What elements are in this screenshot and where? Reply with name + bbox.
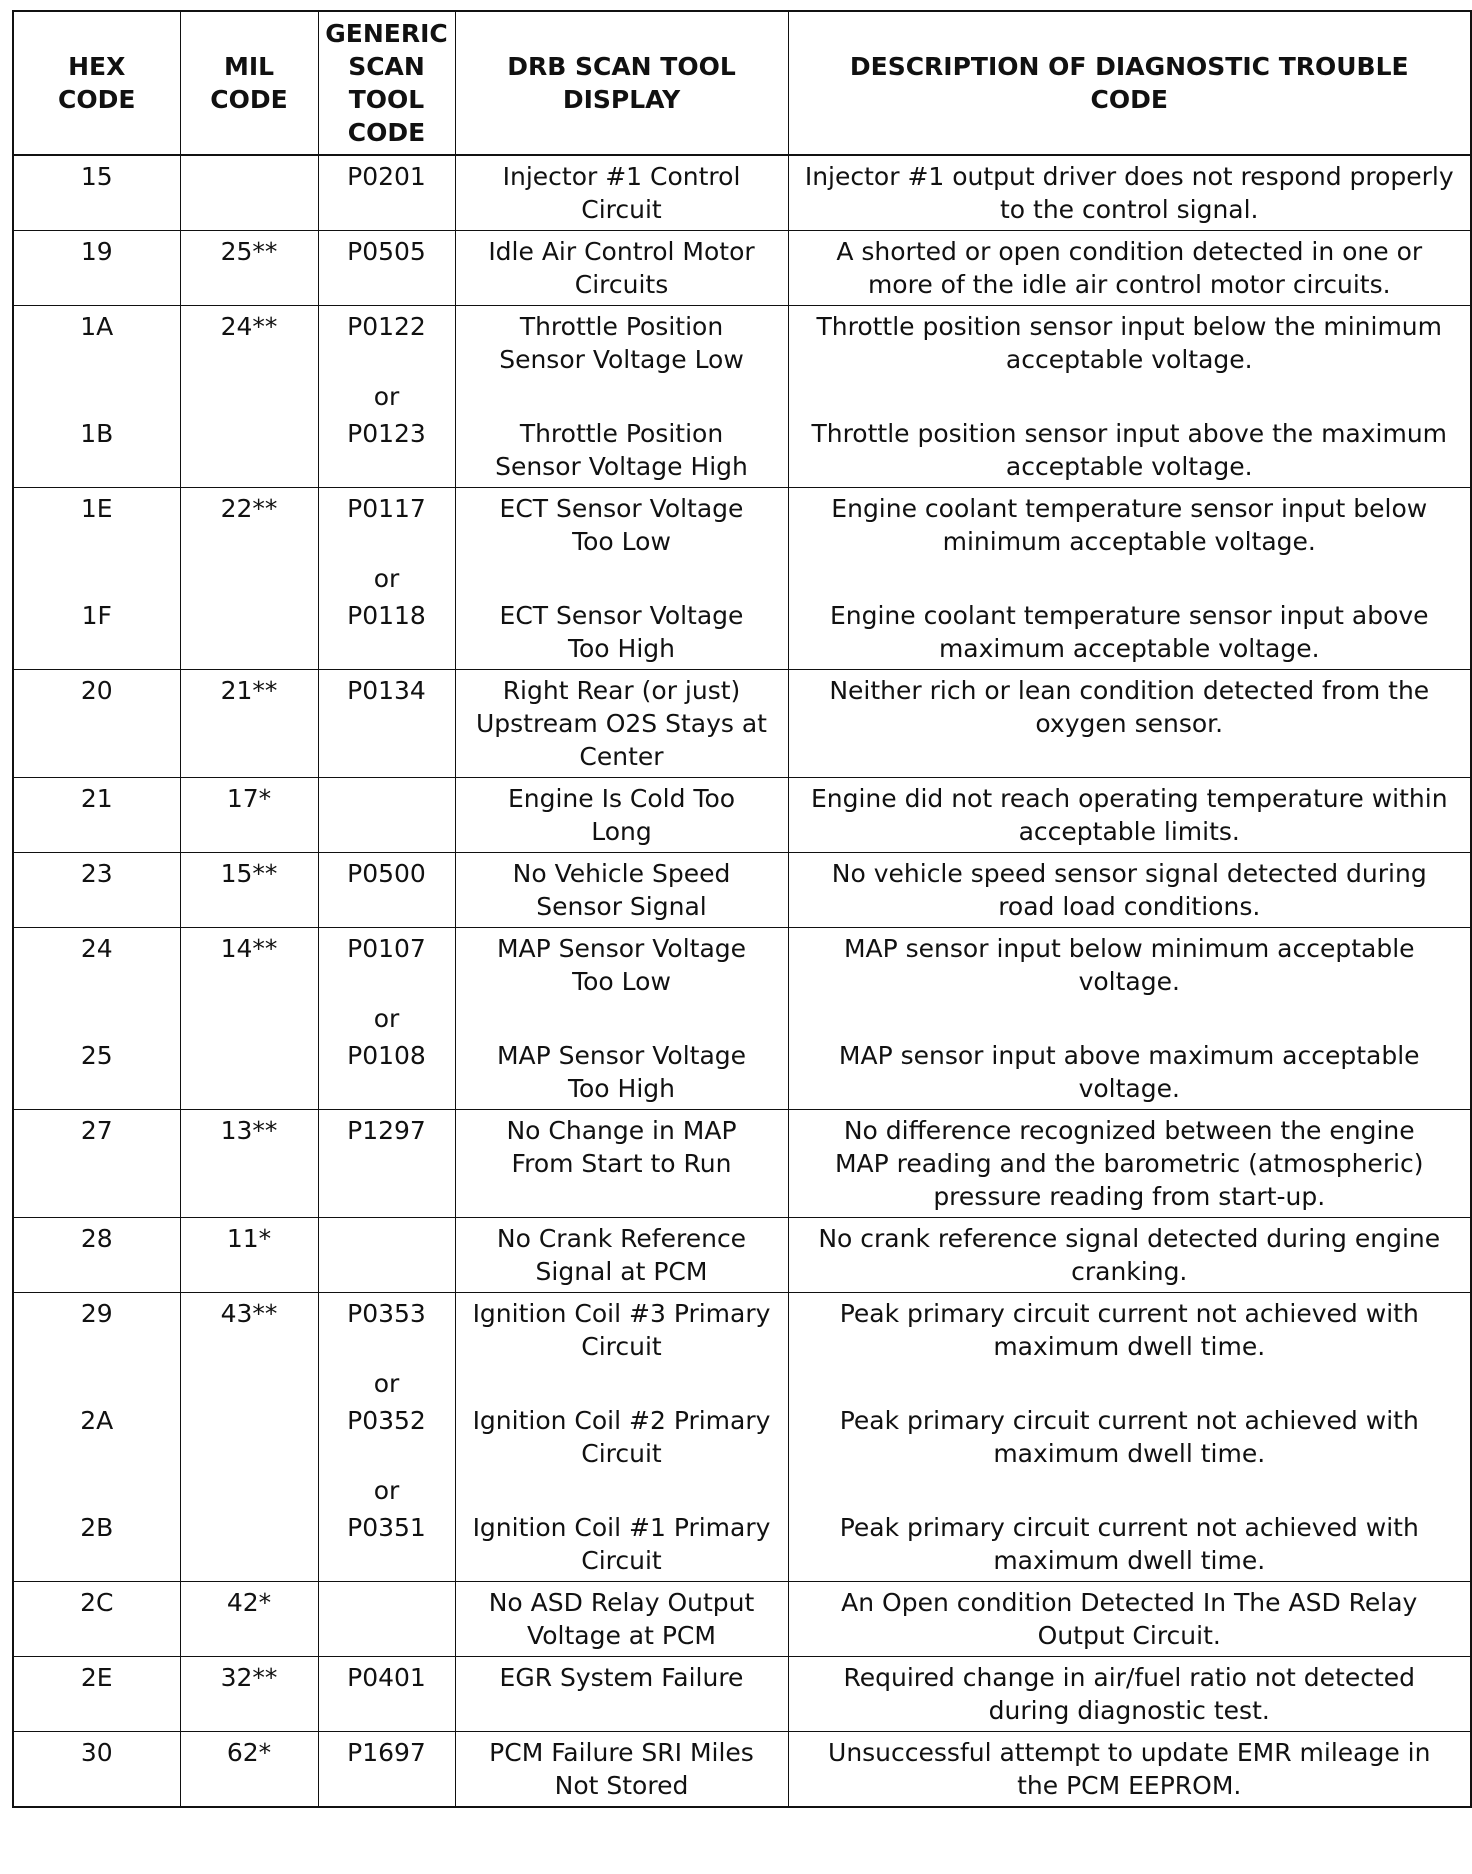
- table-row: [13, 1404, 1471, 1470]
- drb-display-cell: [455, 1039, 788, 1110]
- description-cell-line: road load conditions.: [998, 892, 1261, 921]
- drb-display-cell: [455, 1657, 788, 1732]
- description-cell-line: minimum acceptable voltage.: [942, 527, 1316, 556]
- or-separator-row: [13, 1470, 1471, 1511]
- or-label: or: [318, 998, 455, 1039]
- drb-display-cell: [455, 778, 788, 853]
- generic-code-cell: P0351: [318, 1511, 455, 1582]
- drb-display-cell-line: No Change in MAP: [506, 1116, 737, 1145]
- drb-display-cell: [455, 853, 788, 928]
- drb-display-cell: [455, 1732, 788, 1808]
- mil-code-cell: 62*: [180, 1732, 318, 1808]
- mil-code-cell: 42*: [180, 1582, 318, 1657]
- description-cell-line: Injector #1 output driver does not respond properly: [804, 162, 1454, 191]
- table-row: [13, 1293, 1471, 1364]
- hex-code-cell: 1A: [13, 306, 180, 377]
- mil-code-cell: 17*: [180, 778, 318, 853]
- or-separator-row: [13, 1363, 1471, 1404]
- description-cell-line: to the control signal.: [999, 195, 1259, 224]
- empty-cell: [13, 376, 180, 417]
- dtc-document: [12, 10, 1470, 1808]
- description-cell-line: No crank reference signal detected during engine: [818, 1224, 1441, 1253]
- empty-cell: [455, 1470, 788, 1511]
- mil-code-cell: 25**: [180, 231, 318, 306]
- mil-code-cell: 32**: [180, 1657, 318, 1732]
- description-cell-line: during diagnostic test.: [988, 1696, 1270, 1725]
- or-label: or: [318, 558, 455, 599]
- description-cell-line: Peak primary circuit current not achieved with: [839, 1406, 1419, 1435]
- drb-display-cell: [455, 670, 788, 778]
- mil-code-cell: [180, 1511, 318, 1582]
- drb-display-cell-line: Voltage at PCM: [527, 1621, 716, 1650]
- empty-cell: [13, 1470, 180, 1511]
- drb-display-cell-line: Circuit: [581, 1332, 662, 1361]
- drb-display-cell-line: Circuit: [581, 1439, 662, 1468]
- generic-code-cell: [318, 778, 455, 853]
- empty-cell: [13, 998, 180, 1039]
- empty-cell: [180, 1470, 318, 1511]
- or-separator-row: [13, 998, 1471, 1039]
- description-cell: [788, 599, 1471, 670]
- drb-display-cell-line: Injector #1 Control: [502, 162, 741, 191]
- table-row: [13, 599, 1471, 670]
- drb-display-cell-line: ECT Sensor Voltage: [499, 494, 744, 523]
- empty-cell: [13, 558, 180, 599]
- drb-display-cell-line: EGR System Failure: [499, 1663, 744, 1692]
- generic-code-cell: P1297: [318, 1110, 455, 1218]
- drb-display-cell-line: Circuit: [581, 1546, 662, 1575]
- empty-cell: [455, 1363, 788, 1404]
- or-label: or: [318, 376, 455, 417]
- description-cell-line: An Open condition Detected In The ASD Relay: [841, 1588, 1418, 1617]
- description-cell-line: more of the idle air control motor circuits.: [867, 270, 1391, 299]
- drb-display-cell-line: ECT Sensor Voltage: [499, 601, 744, 630]
- description-cell: [788, 1657, 1471, 1732]
- description-cell-line: Peak primary circuit current not achieved with: [839, 1299, 1419, 1328]
- drb-display-cell-line: Too Low: [572, 967, 671, 996]
- generic-code-cell: P0134: [318, 670, 455, 778]
- description-cell-line: the PCM EEPROM.: [1017, 1771, 1242, 1800]
- hex-code-cell: 19: [13, 231, 180, 306]
- generic-code-cell: P0117: [318, 488, 455, 559]
- drb-display-cell-line: Sensor Signal: [536, 892, 707, 921]
- description-cell: [788, 155, 1471, 231]
- drb-display-cell: [455, 599, 788, 670]
- generic-code-cell: P0401: [318, 1657, 455, 1732]
- generic-code-cell: P0353: [318, 1293, 455, 1364]
- drb-display-cell-line: No Vehicle Speed: [512, 859, 731, 888]
- drb-display-cell: [455, 231, 788, 306]
- drb-display-cell: [455, 928, 788, 999]
- hex-code-cell: 30: [13, 1732, 180, 1808]
- drb-display-cell-line: From Start to Run: [511, 1149, 732, 1178]
- empty-cell: [180, 998, 318, 1039]
- description-cell-line: oxygen sensor.: [1035, 709, 1224, 738]
- description-cell-line: A shorted or open condition detected in one or: [836, 237, 1423, 266]
- description-cell-line: acceptable voltage.: [1005, 345, 1253, 374]
- drb-display-cell-line: Ignition Coil #3 Primary: [472, 1299, 771, 1328]
- description-cell-line: Neither rich or lean condition detected from the: [829, 676, 1430, 705]
- description-cell: [788, 1582, 1471, 1657]
- header-row: [13, 11, 1471, 155]
- description-cell-line: Peak primary circuit current not achieved with: [839, 1513, 1419, 1542]
- drb-display-cell-line: PCM Failure SRI Miles: [489, 1738, 754, 1767]
- description-cell: [788, 488, 1471, 559]
- or-label: or: [318, 1470, 455, 1511]
- table-row: [13, 1511, 1471, 1582]
- drb-display-cell-line: Throttle Position: [519, 312, 724, 341]
- empty-cell: [788, 998, 1471, 1039]
- description-cell-line: voltage.: [1078, 967, 1180, 996]
- generic-code-cell: P0107: [318, 928, 455, 999]
- drb-display-cell: [455, 488, 788, 559]
- generic-code-cell: P0122: [318, 306, 455, 377]
- description-cell: [788, 778, 1471, 853]
- description-cell-line: MAP reading and the barometric (atmospheric): [834, 1149, 1424, 1178]
- description-cell: [788, 853, 1471, 928]
- generic-code-cell: P1697: [318, 1732, 455, 1808]
- drb-display-cell-line: No ASD Relay Output: [488, 1588, 755, 1617]
- mil-code-cell: 24**: [180, 306, 318, 377]
- drb-display-cell-line: Not Stored: [554, 1771, 689, 1800]
- table-row: [13, 488, 1471, 559]
- description-cell-line: maximum dwell time.: [993, 1332, 1266, 1361]
- empty-cell: [788, 1470, 1471, 1511]
- header-hex-code: HEX CODE: [13, 11, 180, 155]
- description-cell-line: MAP sensor input below minimum acceptable: [843, 934, 1415, 963]
- table-row: [13, 670, 1471, 778]
- hex-code-cell: 27: [13, 1110, 180, 1218]
- drb-display-cell-line: Throttle Position: [519, 419, 724, 448]
- mil-code-cell: [180, 1039, 318, 1110]
- description-cell-line: Required change in air/fuel ratio not detected: [843, 1663, 1415, 1692]
- hex-code-cell: 25: [13, 1039, 180, 1110]
- description-cell: [788, 1732, 1471, 1808]
- description-cell-line: Output Circuit.: [1037, 1621, 1221, 1650]
- empty-cell: [180, 558, 318, 599]
- description-cell-line: Engine coolant temperature sensor input below: [831, 494, 1428, 523]
- drb-display-cell-line: Center: [579, 742, 664, 771]
- drb-display-cell: [455, 306, 788, 377]
- header-mil-code: MIL CODE: [180, 11, 318, 155]
- empty-cell: [455, 558, 788, 599]
- description-cell-line: acceptable limits.: [1018, 817, 1240, 846]
- description-cell-line: maximum acceptable voltage.: [938, 634, 1320, 663]
- drb-display-cell-line: Ignition Coil #1 Primary: [472, 1513, 771, 1542]
- generic-code-cell: [318, 1218, 455, 1293]
- drb-display-cell-line: Sensor Voltage High: [495, 452, 748, 481]
- drb-display-cell: [455, 1404, 788, 1470]
- table-row: [13, 928, 1471, 999]
- description-cell: [788, 1039, 1471, 1110]
- generic-code-cell: P0505: [318, 231, 455, 306]
- description-cell-line: Engine did not reach operating temperature within: [810, 784, 1448, 813]
- empty-cell: [455, 998, 788, 1039]
- hex-code-cell: 2C: [13, 1582, 180, 1657]
- drb-display-cell-line: Right Rear (or just): [502, 676, 741, 705]
- empty-cell: [455, 376, 788, 417]
- description-cell-line: cranking.: [1071, 1257, 1188, 1286]
- hex-code-cell: 20: [13, 670, 180, 778]
- mil-code-cell: 43**: [180, 1293, 318, 1364]
- drb-display-cell: [455, 1582, 788, 1657]
- description-cell: [788, 1218, 1471, 1293]
- description-cell-line: voltage.: [1078, 1074, 1180, 1103]
- mil-code-cell: [180, 155, 318, 231]
- empty-cell: [788, 1363, 1471, 1404]
- hex-code-cell: 15: [13, 155, 180, 231]
- hex-code-cell: 1B: [13, 417, 180, 488]
- description-cell: [788, 670, 1471, 778]
- or-label: or: [318, 1363, 455, 1404]
- table-row: [13, 1582, 1471, 1657]
- drb-display-cell-line: Circuit: [581, 195, 662, 224]
- description-cell: [788, 928, 1471, 999]
- description-cell-line: maximum dwell time.: [993, 1546, 1266, 1575]
- mil-code-cell: 22**: [180, 488, 318, 559]
- table-row: [13, 1039, 1471, 1110]
- empty-cell: [180, 1363, 318, 1404]
- dtc-table: [12, 10, 1472, 1808]
- hex-code-cell: 24: [13, 928, 180, 999]
- drb-display-cell-line: Idle Air Control Motor: [488, 237, 755, 266]
- mil-code-cell: 11*: [180, 1218, 318, 1293]
- drb-display-cell-line: Ignition Coil #2 Primary: [472, 1406, 771, 1435]
- table-row: [13, 1732, 1471, 1808]
- drb-display-cell-line: Long: [591, 817, 652, 846]
- mil-code-cell: [180, 417, 318, 488]
- table-row: [13, 1110, 1471, 1218]
- table-row: [13, 778, 1471, 853]
- drb-display-cell: [455, 1293, 788, 1364]
- hex-code-cell: 28: [13, 1218, 180, 1293]
- hex-code-cell: 21: [13, 778, 180, 853]
- mil-code-cell: 21**: [180, 670, 318, 778]
- table-row: [13, 306, 1471, 377]
- description-cell: [788, 1404, 1471, 1470]
- table-row: [13, 231, 1471, 306]
- description-cell-line: MAP sensor input above maximum acceptable: [838, 1041, 1420, 1070]
- description-cell: [788, 1511, 1471, 1582]
- table-row: [13, 417, 1471, 488]
- description-cell-line: acceptable voltage.: [1005, 452, 1253, 481]
- description-cell-line: No vehicle speed sensor signal detected during: [831, 859, 1427, 888]
- generic-code-cell: P0118: [318, 599, 455, 670]
- header-generic-scan-tool-code: GENERIC SCAN TOOL CODE: [318, 11, 455, 155]
- description-cell-line: No difference recognized between the engine: [843, 1116, 1415, 1145]
- drb-display-cell-line: Too High: [567, 1074, 676, 1103]
- description-cell-line: Unsuccessful attempt to update EMR mileage in: [828, 1738, 1431, 1767]
- drb-display-cell-line: No Crank Reference: [496, 1224, 747, 1253]
- description-cell-line: pressure reading from start-up.: [933, 1182, 1326, 1211]
- table-row: [13, 155, 1471, 231]
- drb-display-cell-line: Upstream O2S Stays at: [475, 709, 767, 738]
- generic-code-cell: P0123: [318, 417, 455, 488]
- empty-cell: [180, 376, 318, 417]
- generic-code-cell: P0201: [318, 155, 455, 231]
- or-separator-row: [13, 558, 1471, 599]
- drb-display-cell-line: Too Low: [572, 527, 671, 556]
- generic-code-cell: P0500: [318, 853, 455, 928]
- description-cell-line: maximum dwell time.: [993, 1439, 1266, 1468]
- drb-display-cell-line: MAP Sensor Voltage: [496, 1041, 747, 1070]
- drb-display-cell-line: Sensor Voltage Low: [499, 345, 744, 374]
- mil-code-cell: 13**: [180, 1110, 318, 1218]
- or-separator-row: [13, 376, 1471, 417]
- description-cell-line: Throttle position sensor input above the maximum: [811, 419, 1448, 448]
- hex-code-cell: 2A: [13, 1404, 180, 1470]
- drb-display-cell-line: Engine Is Cold Too: [507, 784, 736, 813]
- empty-cell: [788, 376, 1471, 417]
- generic-code-cell: P0352: [318, 1404, 455, 1470]
- table-row: [13, 1657, 1471, 1732]
- table-row: [13, 1218, 1471, 1293]
- hex-code-cell: 29: [13, 1293, 180, 1364]
- drb-display-cell-line: Too High: [567, 634, 676, 663]
- mil-code-cell: [180, 599, 318, 670]
- drb-display-cell: [455, 1218, 788, 1293]
- hex-code-cell: 1E: [13, 488, 180, 559]
- hex-code-cell: 23: [13, 853, 180, 928]
- generic-code-cell: [318, 1582, 455, 1657]
- header-description: DESCRIPTION OF DIAGNOSTIC TROUBLE CODE: [788, 11, 1471, 155]
- drb-display-cell: [455, 417, 788, 488]
- description-cell-line: Throttle position sensor input below the minimum: [816, 312, 1443, 341]
- description-cell: [788, 1293, 1471, 1364]
- mil-code-cell: [180, 1404, 318, 1470]
- drb-display-cell-line: MAP Sensor Voltage: [496, 934, 747, 963]
- hex-code-cell: 2B: [13, 1511, 180, 1582]
- drb-display-cell: [455, 1110, 788, 1218]
- drb-display-cell-line: Signal at PCM: [535, 1257, 708, 1286]
- empty-cell: [13, 1363, 180, 1404]
- description-cell: [788, 231, 1471, 306]
- description-cell: [788, 1110, 1471, 1218]
- dtc-table-body: [13, 155, 1471, 1807]
- description-cell: [788, 306, 1471, 377]
- header-drb-scan-tool-display: DRB SCAN TOOL DISPLAY: [455, 11, 788, 155]
- generic-code-cell: P0108: [318, 1039, 455, 1110]
- drb-display-cell: [455, 155, 788, 231]
- drb-display-cell-line: Circuits: [574, 270, 669, 299]
- drb-display-cell: [455, 1511, 788, 1582]
- hex-code-cell: 1F: [13, 599, 180, 670]
- mil-code-cell: 14**: [180, 928, 318, 999]
- hex-code-cell: 2E: [13, 1657, 180, 1732]
- empty-cell: [788, 558, 1471, 599]
- table-row: [13, 853, 1471, 928]
- mil-code-cell: 15**: [180, 853, 318, 928]
- description-cell: [788, 417, 1471, 488]
- description-cell-line: Engine coolant temperature sensor input above: [829, 601, 1429, 630]
